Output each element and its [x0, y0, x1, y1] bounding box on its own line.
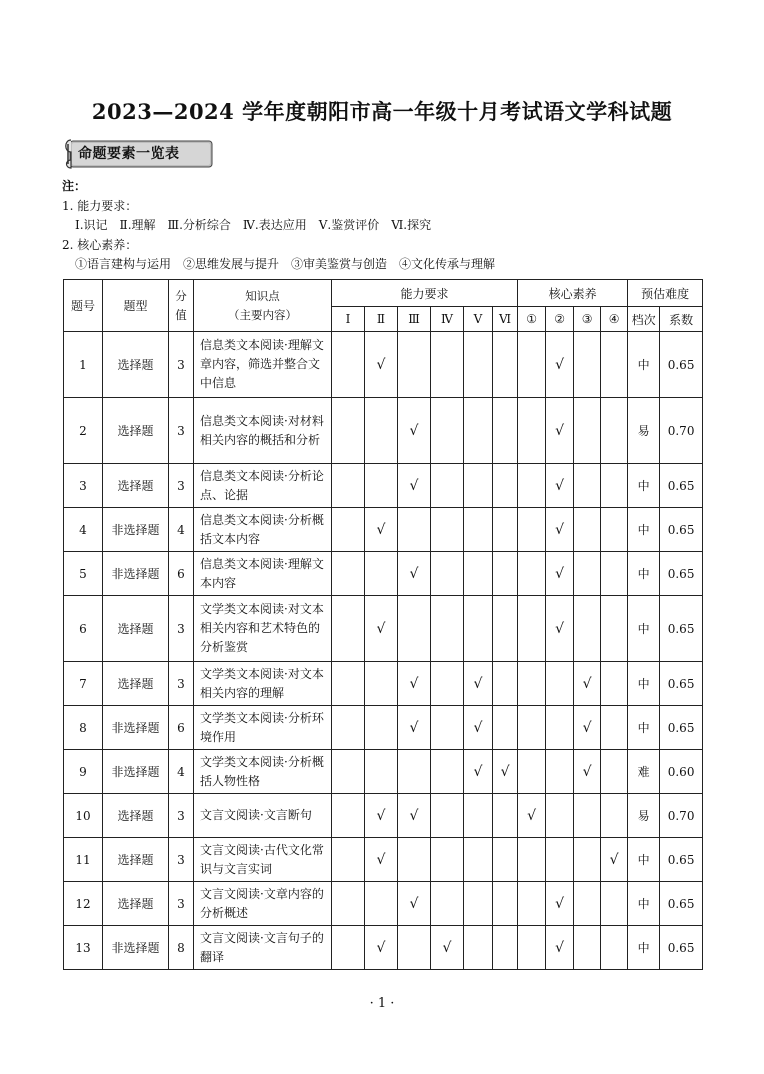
cell-literacy — [518, 706, 546, 750]
cell-literacy — [601, 706, 628, 750]
cell-score: 3 — [169, 596, 194, 662]
check-mark: √ — [555, 620, 565, 637]
header-score: 分 值 — [169, 280, 194, 332]
cell-literacy — [574, 464, 601, 508]
literacy-title: 2. 核心素养： — [62, 237, 138, 252]
cell-coef: 0.65 — [660, 332, 703, 398]
cell-ability — [431, 750, 464, 794]
cell-literacy — [546, 332, 574, 398]
cell-coef: 0.65 — [660, 706, 703, 750]
check-mark: √ — [582, 675, 592, 692]
header-coef: 系数 — [660, 307, 703, 332]
check-mark: √ — [409, 895, 419, 912]
cell-literacy — [574, 398, 601, 464]
cell-ability — [464, 398, 493, 464]
check-mark: √ — [376, 807, 386, 824]
page-number: · 1 · — [369, 996, 395, 1011]
cell-ability — [332, 882, 365, 926]
cell-ability — [431, 508, 464, 552]
cell-coef: 0.65 — [660, 926, 703, 970]
cell-coef: 0.70 — [660, 794, 703, 838]
cell-type: 选择题 — [103, 662, 169, 706]
check-mark: √ — [409, 477, 419, 494]
check-mark: √ — [376, 620, 386, 637]
cell-ability — [365, 596, 398, 662]
check-mark: √ — [376, 356, 386, 373]
cell-ability — [493, 464, 518, 508]
cell-level: 易 — [628, 794, 660, 838]
table-row — [64, 882, 703, 926]
cell-ability — [332, 464, 365, 508]
cell-knowledge: 信息类文本阅读·对材料相关内容的概括和分析 — [194, 398, 332, 464]
cell-score: 6 — [169, 706, 194, 750]
cell-ability — [332, 706, 365, 750]
check-mark: √ — [609, 851, 619, 868]
cell-literacy — [546, 508, 574, 552]
cell-literacy — [546, 552, 574, 596]
cell-ability — [398, 662, 431, 706]
cell-knowledge: 信息类文本阅读·理解文本内容 — [194, 552, 332, 596]
cell-ability — [365, 552, 398, 596]
cell-literacy — [574, 838, 601, 882]
check-mark: √ — [555, 939, 565, 956]
cell-ability — [431, 662, 464, 706]
cell-type: 非选择题 — [103, 750, 169, 794]
cell-type: 非选择题 — [103, 552, 169, 596]
cell-literacy — [601, 926, 628, 970]
cell-ability — [365, 508, 398, 552]
cell-ability — [365, 838, 398, 882]
check-mark: √ — [555, 356, 565, 373]
cell-literacy — [601, 464, 628, 508]
cell-coef: 0.65 — [660, 596, 703, 662]
table-row — [64, 662, 703, 706]
cell-ability — [464, 838, 493, 882]
cell-literacy — [601, 838, 628, 882]
cell-ability — [493, 662, 518, 706]
cell-knowledge: 文学类文本阅读·分析环境作用 — [194, 706, 332, 750]
cell-ability — [431, 596, 464, 662]
cell-literacy — [518, 596, 546, 662]
cell-ability — [332, 838, 365, 882]
cell-literacy — [546, 464, 574, 508]
check-mark: √ — [555, 565, 565, 582]
check-mark: √ — [409, 675, 419, 692]
notes-section — [62, 177, 495, 275]
cell-ability — [398, 552, 431, 596]
cell-ability — [431, 706, 464, 750]
cell-ability — [365, 332, 398, 398]
cell-ability — [431, 332, 464, 398]
cell-score: 3 — [169, 332, 194, 398]
cell-ability — [493, 794, 518, 838]
table-row — [64, 706, 703, 750]
cell-literacy — [518, 838, 546, 882]
specification-table — [63, 279, 703, 970]
cell-coef: 0.65 — [660, 838, 703, 882]
cell-knowledge: 文学类文本阅读·对文本相关内容的理解 — [194, 662, 332, 706]
cell-ability — [431, 794, 464, 838]
cell-type: 非选择题 — [103, 508, 169, 552]
cell-ability — [398, 794, 431, 838]
cell-ability — [365, 794, 398, 838]
cell-ability — [493, 926, 518, 970]
table-row — [64, 596, 703, 662]
cell-literacy — [601, 750, 628, 794]
cell-ability — [464, 508, 493, 552]
cell-literacy — [574, 596, 601, 662]
cell-type: 选择题 — [103, 332, 169, 398]
cell-level: 中 — [628, 508, 660, 552]
header-literacy-col: ③ — [574, 307, 601, 332]
cell-ability — [493, 838, 518, 882]
cell-type: 非选择题 — [103, 926, 169, 970]
cell-ability — [493, 750, 518, 794]
cell-score: 3 — [169, 398, 194, 464]
header-num: 题号 — [64, 280, 103, 332]
check-mark: √ — [376, 521, 386, 538]
cell-literacy — [574, 706, 601, 750]
cell-knowledge: 信息类文本阅读·分析概括文本内容 — [194, 508, 332, 552]
cell-ability — [365, 882, 398, 926]
cell-knowledge: 文学类文本阅读·对文本相关内容和艺术特色的分析鉴赏 — [194, 596, 332, 662]
cell-num: 11 — [64, 838, 103, 882]
cell-score: 3 — [169, 464, 194, 508]
cell-ability — [332, 596, 365, 662]
cell-num: 3 — [64, 464, 103, 508]
cell-num: 12 — [64, 882, 103, 926]
cell-ability — [332, 398, 365, 464]
cell-coef: 0.65 — [660, 508, 703, 552]
check-mark: √ — [500, 763, 510, 780]
cell-ability — [493, 882, 518, 926]
cell-score: 3 — [169, 882, 194, 926]
cell-literacy — [546, 926, 574, 970]
table-row — [64, 464, 703, 508]
cell-literacy — [574, 750, 601, 794]
check-mark: √ — [409, 807, 419, 824]
cell-ability — [398, 838, 431, 882]
cell-literacy — [518, 662, 546, 706]
cell-literacy — [518, 508, 546, 552]
cell-ability — [431, 882, 464, 926]
cell-ability — [493, 398, 518, 464]
cell-literacy — [518, 750, 546, 794]
cell-score: 3 — [169, 794, 194, 838]
header-ability-col: Ⅵ — [493, 307, 518, 332]
cell-ability — [431, 926, 464, 970]
check-mark: √ — [582, 719, 592, 736]
cell-ability — [493, 552, 518, 596]
cell-ability — [398, 464, 431, 508]
cell-ability — [365, 750, 398, 794]
cell-score: 4 — [169, 750, 194, 794]
check-mark: √ — [409, 719, 419, 736]
cell-type: 选择题 — [103, 838, 169, 882]
cell-literacy — [574, 662, 601, 706]
cell-literacy — [518, 398, 546, 464]
table-row — [64, 838, 703, 882]
cell-literacy — [546, 596, 574, 662]
cell-type: 非选择题 — [103, 706, 169, 750]
table-body — [64, 332, 703, 970]
cell-literacy — [574, 508, 601, 552]
cell-ability — [464, 332, 493, 398]
cell-literacy — [574, 926, 601, 970]
check-mark: √ — [555, 521, 565, 538]
cell-ability — [365, 926, 398, 970]
cell-level: 难 — [628, 750, 660, 794]
cell-ability — [398, 706, 431, 750]
table-row — [64, 398, 703, 464]
cell-ability — [464, 926, 493, 970]
cell-literacy — [574, 332, 601, 398]
cell-literacy — [518, 552, 546, 596]
header-knowledge: 知识点 （主要内容） — [194, 280, 332, 332]
table-row — [64, 926, 703, 970]
cell-knowledge: 文言文阅读·文章内容的分析概述 — [194, 882, 332, 926]
header-type: 题型 — [103, 280, 169, 332]
cell-type: 选择题 — [103, 464, 169, 508]
cell-ability — [464, 882, 493, 926]
cell-ability — [431, 838, 464, 882]
cell-coef: 0.65 — [660, 662, 703, 706]
cell-knowledge: 文言文阅读·文言句子的翻译 — [194, 926, 332, 970]
cell-num: 10 — [64, 794, 103, 838]
cell-knowledge: 信息类文本阅读·分析论点、论据 — [194, 464, 332, 508]
table-row — [64, 508, 703, 552]
cell-type: 选择题 — [103, 398, 169, 464]
cell-ability — [398, 926, 431, 970]
check-mark: √ — [409, 565, 419, 582]
banner-label: 命题要素一览表 — [78, 146, 180, 162]
cell-ability — [332, 926, 365, 970]
cell-literacy — [601, 794, 628, 838]
cell-coef: 0.60 — [660, 750, 703, 794]
cell-coef: 0.70 — [660, 398, 703, 464]
cell-ability — [332, 332, 365, 398]
cell-ability — [365, 398, 398, 464]
cell-num: 5 — [64, 552, 103, 596]
table-row — [64, 332, 703, 398]
header-ability-col: Ⅱ — [365, 307, 398, 332]
cell-ability — [464, 596, 493, 662]
cell-ability — [398, 332, 431, 398]
header-ability: 能力要求 — [332, 280, 518, 307]
header-difficulty: 预估难度 — [628, 280, 703, 307]
cell-ability — [493, 332, 518, 398]
cell-score: 3 — [169, 838, 194, 882]
cell-level: 中 — [628, 552, 660, 596]
cell-num: 1 — [64, 332, 103, 398]
cell-coef: 0.65 — [660, 882, 703, 926]
cell-num: 2 — [64, 398, 103, 464]
check-mark: √ — [409, 422, 419, 439]
cell-literacy — [546, 398, 574, 464]
cell-literacy — [601, 662, 628, 706]
cell-ability — [464, 662, 493, 706]
notes-heading: 注： — [62, 179, 87, 193]
header-ability-col: Ⅳ — [431, 307, 464, 332]
cell-coef: 0.65 — [660, 464, 703, 508]
check-mark: √ — [555, 422, 565, 439]
cell-literacy — [518, 332, 546, 398]
cell-literacy — [601, 508, 628, 552]
cell-ability — [332, 794, 365, 838]
cell-ability — [365, 662, 398, 706]
cell-type: 选择题 — [103, 596, 169, 662]
cell-ability — [431, 464, 464, 508]
header-literacy-col: ④ — [601, 307, 628, 332]
cell-literacy — [518, 926, 546, 970]
cell-ability — [431, 398, 464, 464]
cell-ability — [365, 706, 398, 750]
cell-level: 中 — [628, 882, 660, 926]
table-row — [64, 794, 703, 838]
cell-level: 中 — [628, 662, 660, 706]
cell-literacy — [574, 552, 601, 596]
check-mark: √ — [473, 675, 483, 692]
cell-score: 8 — [169, 926, 194, 970]
cell-score: 3 — [169, 662, 194, 706]
cell-ability — [398, 750, 431, 794]
cell-knowledge: 文言文阅读·古代文化常识与文言实词 — [194, 838, 332, 882]
cell-level: 中 — [628, 332, 660, 398]
cell-knowledge: 文言文阅读·文言断句 — [194, 794, 332, 838]
cell-ability — [332, 750, 365, 794]
cell-type: 选择题 — [103, 794, 169, 838]
check-mark: √ — [473, 719, 483, 736]
cell-ability — [332, 508, 365, 552]
cell-literacy — [518, 882, 546, 926]
cell-literacy — [601, 596, 628, 662]
cell-ability — [464, 552, 493, 596]
cell-ability — [493, 596, 518, 662]
table-row — [64, 750, 703, 794]
cell-literacy — [601, 552, 628, 596]
cell-ability — [464, 464, 493, 508]
cell-level: 中 — [628, 926, 660, 970]
header-literacy: 核心素养 — [518, 280, 628, 307]
check-mark: √ — [555, 895, 565, 912]
cell-num: 8 — [64, 706, 103, 750]
header-level: 档次 — [628, 307, 660, 332]
ability-items: Ⅰ.识记 Ⅱ.理解 Ⅲ.分析综合 Ⅳ.表达应用 Ⅴ.鉴赏评价 Ⅵ.探究 — [75, 218, 432, 232]
cell-level: 中 — [628, 706, 660, 750]
cell-literacy — [546, 662, 574, 706]
cell-ability — [398, 508, 431, 552]
cell-num: 6 — [64, 596, 103, 662]
cell-coef: 0.65 — [660, 552, 703, 596]
cell-literacy — [546, 794, 574, 838]
header-literacy-col: ① — [518, 307, 546, 332]
cell-ability — [493, 508, 518, 552]
cell-knowledge: 文学类文本阅读·分析概括人物性格 — [194, 750, 332, 794]
cell-literacy — [601, 332, 628, 398]
cell-num: 9 — [64, 750, 103, 794]
literacy-items: ①语言建构与运用 ②思维发展与提升 ③审美鉴赏与创造 ④文化传承与理解 — [75, 257, 496, 271]
cell-score: 6 — [169, 552, 194, 596]
cell-literacy — [601, 882, 628, 926]
check-mark: √ — [527, 807, 537, 824]
cell-ability — [398, 596, 431, 662]
header-ability-col: Ⅴ — [464, 307, 493, 332]
cell-knowledge: 信息类文本阅读·理解文章内容，筛选并整合文中信息 — [194, 332, 332, 398]
cell-literacy — [574, 794, 601, 838]
check-mark: √ — [555, 477, 565, 494]
cell-level: 中 — [628, 596, 660, 662]
cell-score: 4 — [169, 508, 194, 552]
header-ability-col: Ⅲ — [398, 307, 431, 332]
cell-literacy — [518, 464, 546, 508]
check-mark: √ — [376, 851, 386, 868]
cell-level: 中 — [628, 464, 660, 508]
cell-ability — [398, 882, 431, 926]
check-mark: √ — [473, 763, 483, 780]
cell-literacy — [546, 838, 574, 882]
header-ability-col: Ⅰ — [332, 307, 365, 332]
cell-ability — [398, 398, 431, 464]
header-literacy-col: ② — [546, 307, 574, 332]
check-mark: √ — [376, 939, 386, 956]
cell-literacy — [546, 750, 574, 794]
check-mark: √ — [582, 763, 592, 780]
cell-ability — [332, 552, 365, 596]
cell-ability — [431, 552, 464, 596]
check-mark: √ — [442, 939, 452, 956]
cell-ability — [365, 464, 398, 508]
document-title: 2023—2024 学年度朝阳市高一年级十月考试语文学科试题 — [91, 99, 673, 124]
cell-literacy — [518, 794, 546, 838]
cell-literacy — [601, 398, 628, 464]
cell-ability — [332, 662, 365, 706]
cell-ability — [464, 706, 493, 750]
cell-num: 4 — [64, 508, 103, 552]
cell-ability — [464, 794, 493, 838]
cell-ability — [493, 706, 518, 750]
cell-literacy — [574, 882, 601, 926]
cell-level: 中 — [628, 838, 660, 882]
cell-num: 13 — [64, 926, 103, 970]
cell-num: 7 — [64, 662, 103, 706]
ability-title: 1. 能力要求： — [62, 198, 138, 213]
cell-ability — [464, 750, 493, 794]
cell-level: 易 — [628, 398, 660, 464]
cell-literacy — [546, 882, 574, 926]
cell-literacy — [546, 706, 574, 750]
cell-type: 选择题 — [103, 882, 169, 926]
table-row — [64, 552, 703, 596]
